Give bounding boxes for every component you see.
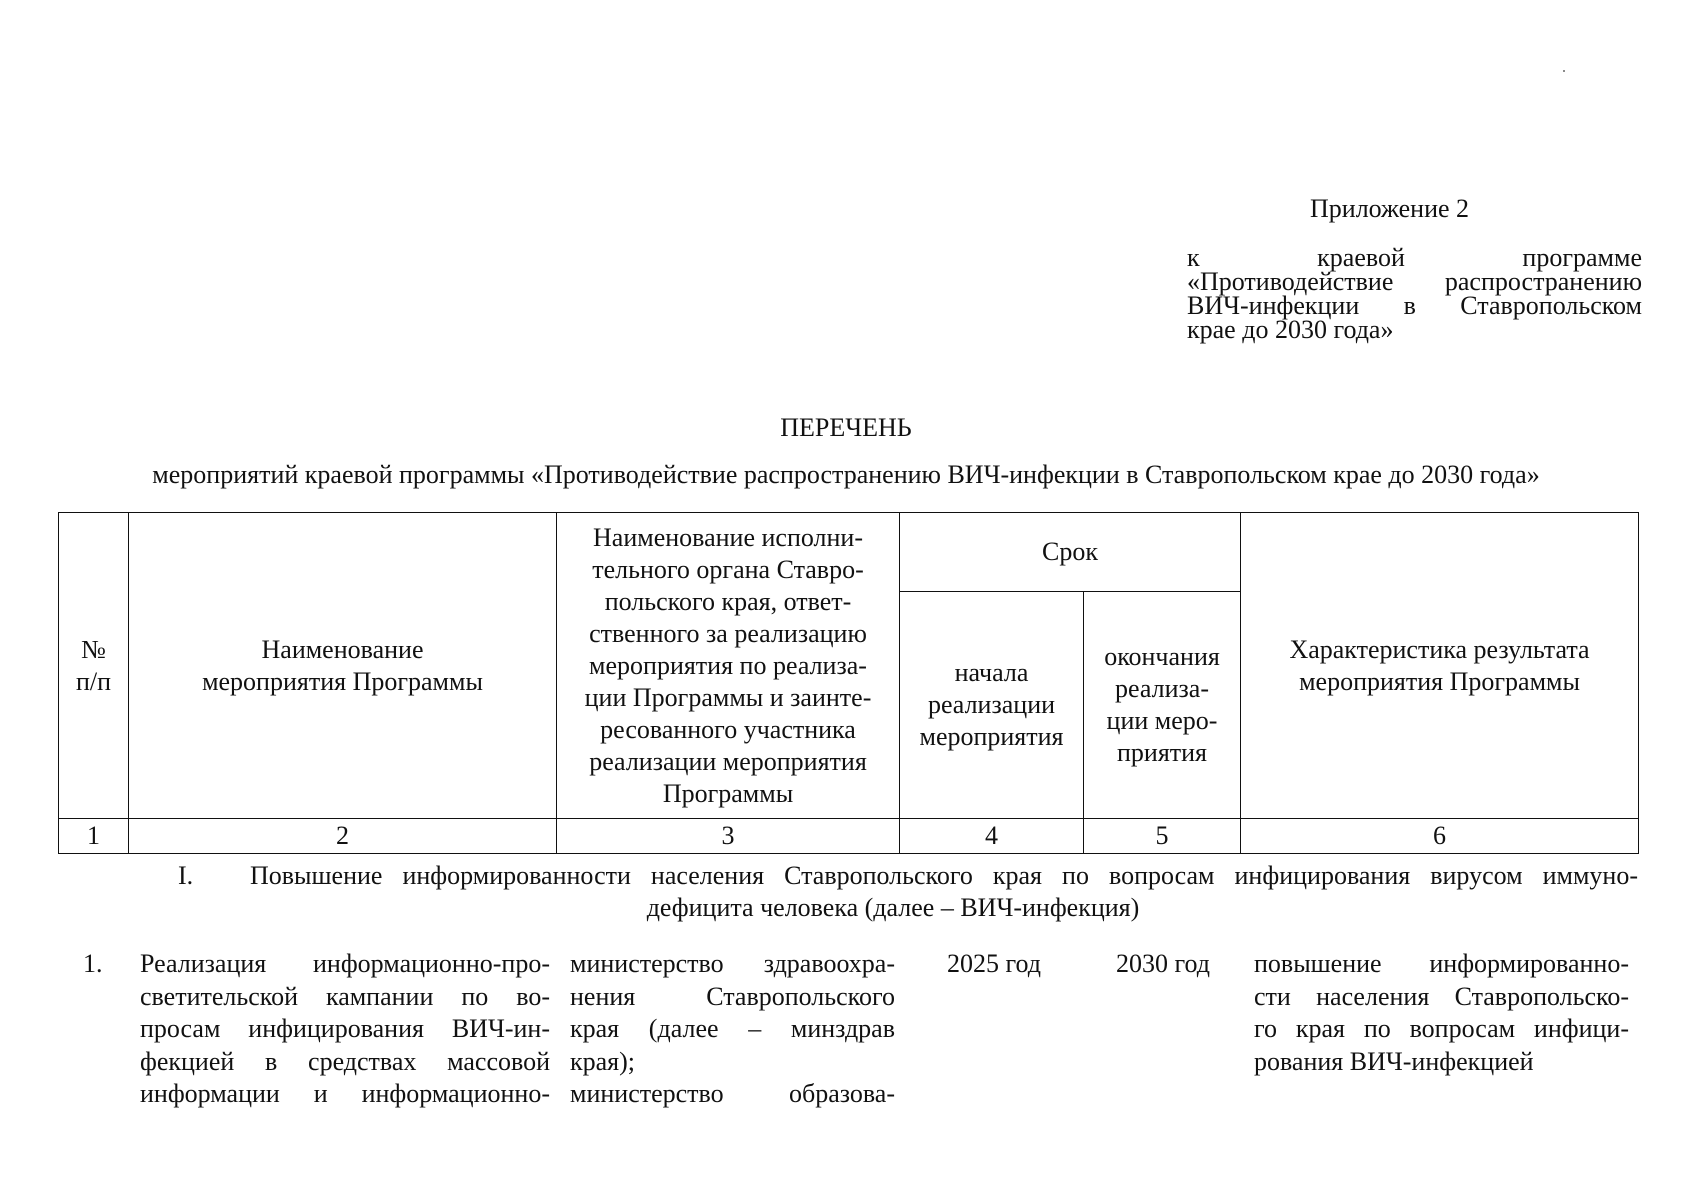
header-term-start: начала реализации мероприятия: [900, 592, 1084, 819]
row-measure-name: Реализация информационно-про- светительской кампании по во- просам инфицирования ВИЧ-ин- фекцией в средствах массовой информации и информационно-: [140, 949, 550, 1108]
section-number: I.: [178, 861, 194, 890]
header-measure-name: Наименование мероприятия Программы: [129, 513, 557, 819]
header-term: Срок: [900, 513, 1241, 592]
document-subtitle: мероприятий краевой программы «Противодействие распространению ВИЧ-инфекции в Ставропольском крае до 2030 года»: [152, 460, 1540, 489]
column-number: 3: [557, 819, 900, 854]
column-number: 4: [900, 819, 1084, 854]
measures-table-header: [58, 512, 1639, 854]
header-responsible-organ: Наименование исполни- тельного органа Ставро- польского края, ответ- ственного за реализацию мероприятия по реализа- ции Программы и заинте- ресованного участника реализации мероприятия Программы: [557, 513, 900, 819]
appendix-title: Приложение 2: [1310, 194, 1470, 223]
appendix-reference-line: «Противодействие распространению: [1187, 267, 1642, 296]
document-title: ПЕРЕЧЕНЬ: [780, 413, 912, 442]
appendix-reference-line: ВИЧ-инфекции в Ставропольском: [1187, 291, 1642, 320]
row-end-date: 2030 год: [1116, 949, 1210, 978]
row-result-characteristic: повышение информированно- сти населения Ставропольско- го края по вопросам инфици- рования ВИЧ-инфекцией: [1254, 949, 1629, 1076]
column-number: 5: [1084, 819, 1241, 854]
appendix-reference: [1187, 243, 1642, 344]
row-number: 1.: [83, 949, 103, 978]
column-number: 6: [1241, 819, 1639, 854]
column-number: 2: [129, 819, 557, 854]
scan-speck: [1563, 70, 1565, 72]
section-title-line: дефицита человека (далее – ВИЧ-инфекция): [646, 893, 1140, 922]
section-title-line: Повышение информированности населения Ставропольского края по вопросам инфицирования вирусом иммуно-: [250, 861, 1638, 890]
appendix-reference-line: к краевой программе: [1187, 243, 1642, 272]
header-result-characteristic: Характеристика результата мероприятия Программы: [1241, 513, 1639, 819]
header-number: № п/п: [59, 513, 129, 819]
appendix-reference-line: крае до 2030 года»: [1187, 315, 1394, 344]
column-number: 1: [59, 819, 129, 854]
header-term-end: окончания реализа- ции меро- приятия: [1084, 592, 1241, 819]
row-start-date: 2025 год: [947, 949, 1041, 978]
row-responsible-organ: министерство здравоохра- нения Ставропольского края (далее – минздрав края); министерство образова-: [570, 949, 895, 1108]
